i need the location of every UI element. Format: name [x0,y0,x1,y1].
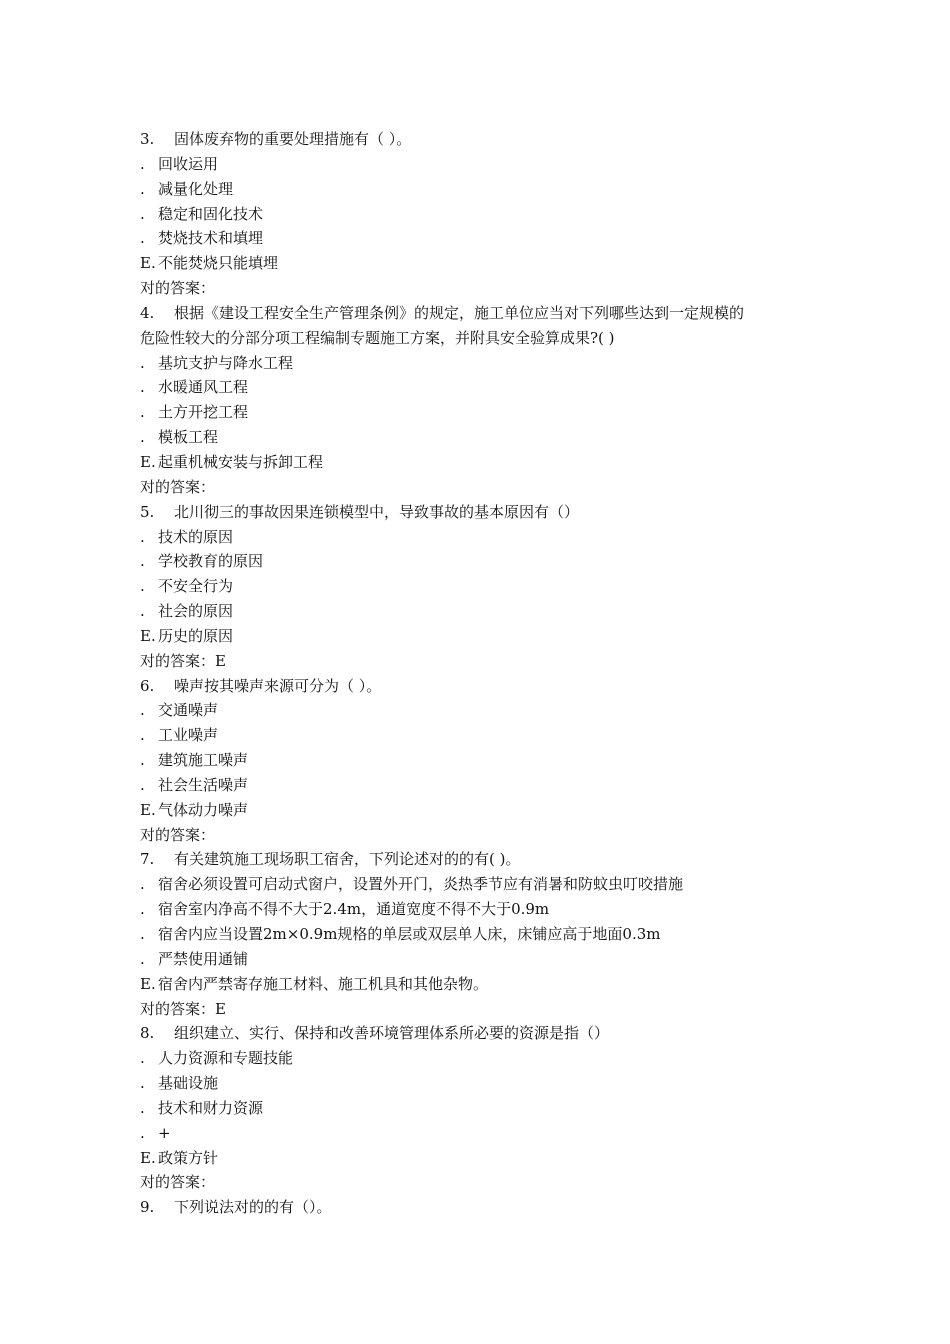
option-letter: . [140,179,145,198]
question-stem [140,500,820,525]
correct-answer-line: 对的答案： [140,279,216,298]
question-stem [140,127,820,152]
option-text: + [158,1123,171,1142]
option-letter: E. [140,254,156,273]
option-text: 焚烧技术和填埋 [158,229,264,248]
answer-option [140,798,820,823]
answer-option [140,723,820,748]
option-text: 不能焚烧只能填埋 [158,254,279,273]
answer-option [140,972,820,997]
option-letter: . [140,751,145,770]
question-stem [140,1195,820,1220]
option-text: 社会生活噪声 [158,775,249,794]
question-number: 3. [140,130,155,148]
question-block [140,1195,820,1220]
question-stem [140,847,820,872]
option-text: 社会的原因 [158,602,234,621]
answer-option [140,202,820,227]
answer-option [140,351,820,376]
option-letter: . [140,925,145,943]
question-text: 根据《建设工程安全生产管理条例》的规定，施工单位应当对下列哪些达到一定规模的 [174,303,745,322]
question-block [140,1021,820,1195]
question-list [140,127,820,1220]
answer-option [140,599,820,624]
option-letter: . [140,577,145,596]
correct-answer-line: 对的答案：E [140,651,226,670]
option-letter: E. [140,800,156,819]
option-letter: . [140,353,145,372]
answer-option [140,549,820,574]
option-letter: . [140,154,145,173]
answer-option [140,525,820,550]
option-letter: . [140,403,145,422]
option-text: 土方开挖工程 [158,403,249,422]
option-letter: . [140,1123,145,1142]
option-text: 技术和财力资源 [158,1098,264,1117]
option-text: 减量化处理 [158,179,234,198]
question-block [140,847,820,1021]
option-letter: . [140,775,145,794]
question-text: 下列说法对的的有（）。 [174,1198,332,1217]
question-stem-continued [140,326,820,351]
question-number: 7. [140,850,155,869]
option-letter: . [140,1049,145,1068]
answer-option [140,947,820,972]
answer-option [140,897,820,922]
question-stem [140,301,820,326]
option-letter: . [140,1074,145,1093]
option-text: 宿舍内严禁寄存施工材料、施工机具和其他杂物。 [158,974,489,993]
question-number: 9. [140,1198,155,1217]
option-text: 工业噪声 [158,726,219,745]
answer-option [140,748,820,773]
question-text: 有关建筑施工现场职工宿舍，下列论述对的的有( )。 [174,850,521,869]
option-letter: . [140,229,145,248]
option-letter: . [140,1098,145,1117]
answer-option [140,698,820,723]
option-text: 学校教育的原因 [158,552,264,571]
answer-option [140,1121,820,1146]
option-text: 人力资源和专题技能 [158,1049,294,1068]
question-block [140,674,820,848]
option-letter: E. [140,974,156,993]
answer-option [140,251,820,276]
option-text: 历史的原因 [158,626,234,645]
option-text: 严禁使用通铺 [158,949,249,968]
option-text: 宿舍必须设置可启动式窗户，设置外开门，炎热季节应有消暑和防蚊虫叮咬措施 [158,875,684,894]
option-text: 水暖通风工程 [158,378,249,397]
question-block [140,301,820,500]
option-text: 建筑施工噪声 [158,751,249,770]
answer-option [140,375,820,400]
option-text: 不安全行为 [158,577,234,596]
question-text: 噪声按其噪声来源可分为（ ）。 [174,676,382,695]
option-text: 交通噪声 [158,701,219,720]
answer-option [140,574,820,599]
option-letter: . [140,726,145,745]
correct-answer-line: 对的答案： [140,477,216,496]
question-text: 北川彻三的事故因果连锁模型中，导致事故的基本原因有（） [174,502,580,521]
question-text: 危险性较大的分部分项工程编制专题施工方案，并附具安全验算成果?( ) [140,328,615,347]
question-number: 8. [140,1024,155,1043]
option-text: 起重机械安装与拆卸工程 [158,452,324,471]
answer-option [140,1046,820,1071]
option-letter: . [140,428,145,447]
question-text: 固体废弃物的重要处理措施有（ ）。 [174,130,412,148]
question-text: 组织建立、实行、保持和改善环境管理体系所必要的资源是指（） [174,1024,610,1043]
answer-option [140,400,820,425]
option-letter: . [140,552,145,571]
answer-option [140,1071,820,1096]
option-letter: E. [140,452,156,471]
option-text: 政策方针 [158,1148,219,1167]
answer-option [140,177,820,202]
question-number: 5. [140,502,155,521]
option-text: 基坑支护与降水工程 [158,353,294,372]
question-number: 6. [140,676,155,695]
option-text: 稳定和固化技术 [158,204,264,223]
question-stem [140,1021,820,1046]
option-text: 宿舍室内净高不得不大于2.4m，通道宽度不得不大于0.9m [158,900,550,919]
question-number: 4. [140,303,155,322]
option-text: 宿舍内应当设置2m×0.9m规格的单层或双层单人床，床铺应高于地面0.3m [158,925,661,943]
option-letter: . [140,949,145,968]
correct-answer-line: 对的答案： [140,825,216,844]
answer-option [140,226,820,251]
question-block [140,127,820,301]
option-text: 模板工程 [158,428,219,447]
answer-option [140,425,820,450]
answer-option [140,773,820,798]
option-letter: . [140,701,145,720]
option-letter: . [140,204,145,223]
answer-option [140,152,820,177]
question-block [140,500,820,674]
answer-option [140,1146,820,1171]
correct-answer-line: 对的答案： [140,1173,216,1192]
option-letter: E. [140,626,156,645]
option-text: 气体动力噪声 [158,800,249,819]
option-text: 基础设施 [158,1074,219,1093]
option-letter: E. [140,1148,156,1167]
option-letter: . [140,378,145,397]
answer-option [140,450,820,475]
option-text: 技术的原因 [158,527,234,546]
answer-option [140,922,820,947]
option-letter: . [140,900,145,919]
answer-option [140,872,820,897]
option-letter: . [140,602,145,621]
option-letter: . [140,527,145,546]
question-stem [140,674,820,699]
answer-option [140,624,820,649]
answer-option [140,1096,820,1121]
correct-answer-line: 对的答案：E [140,999,226,1018]
option-text: 回收运用 [158,154,219,173]
option-letter: . [140,875,145,894]
